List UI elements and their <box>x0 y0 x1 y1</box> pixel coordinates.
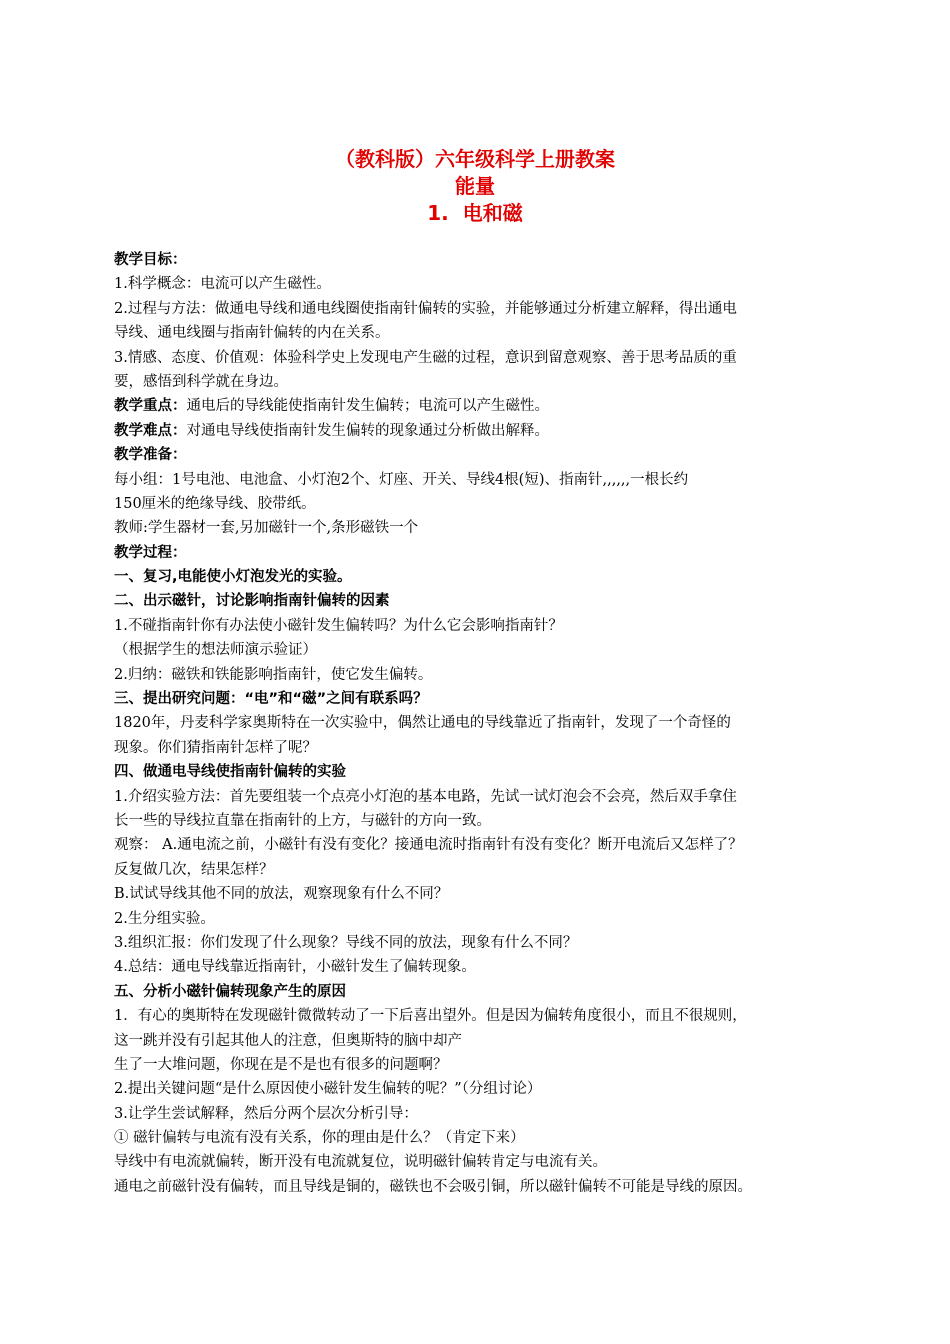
prep-group-line-1: 每小组：1号电池、电池盒、小灯泡2个、灯座、开关、导线4根(短)、指南针,,,,,,一根长约 <box>114 471 689 488</box>
section-5-paragraph: 1．有心的奥斯特在发现磁针微微转动了一下后喜出望外。但是因为偏转角度很小，而且不很规则， <box>114 1008 747 1025</box>
objectives-heading: 教学目标： <box>114 252 187 268</box>
difficulty-label: 教学难点： <box>114 422 187 439</box>
objective-2-line-1: 2.过程与方法：做通电导线和通电线圈使指南针偏转的实验，并能够通过分析建立解释，得出通电 <box>114 300 737 317</box>
objective-3-line-1: 3.情感、态度、价值观：体验科学史上发现电产生磁的过程，意识到留意观察、善于思考品质的重 <box>114 349 737 366</box>
section-4-paragraph: 2.生分组实验。 <box>114 910 215 927</box>
section-5-paragraph: 3.让学生尝试解释，然后分两个层次分析引导： <box>114 1105 418 1122</box>
section-4-paragraph: 1.介绍实验方法：首先要组装一个点亮小灯泡的基本电路，先试一试灯泡会不会亮，然后双手拿住 <box>114 788 737 805</box>
section-2-paragraph: 2.归纳：磁铁和铁能影响指南针，使它发生偏转。 <box>114 666 433 683</box>
objective-1: 1.科学概念：电流可以产生磁性。 <box>114 276 331 293</box>
difficulty-text: 对通电导线使指南针发生偏转的现象通过分析做出解释。 <box>186 422 549 439</box>
section-2-heading: 二、出示磁针，讨论影响指南针偏转的因素 <box>114 593 390 610</box>
key-point-text: 通电后的导线能使指南针发生偏转；电流可以产生磁性。 <box>186 398 549 415</box>
lesson-number: 1. <box>427 201 449 225</box>
key-point <box>114 394 844 418</box>
prep-teacher: 教师:学生器材一套,另加磁针一个,条形磁铁一个 <box>114 520 419 537</box>
objective-3-line-2: 要，感悟到科学就在身边。 <box>114 373 288 390</box>
section-4-paragraph: 3.组织汇报：你们发现了什么现象？导线不同的放法，现象有什么不同？ <box>114 934 578 951</box>
unit-title: 能量 <box>455 174 495 198</box>
section-3-heading: 三、提出研究问题：“电”和“磁”之间有联系吗？ <box>114 691 428 708</box>
lesson-name: 电和磁 <box>462 201 523 225</box>
section-1-heading: 一、复习,电能使小灯泡发光的实验。 <box>114 569 352 586</box>
section-5-paragraph: 导线中有电流就偏转，断开没有电流就复位，说明磁针偏转肯定与电流有关。 <box>114 1154 607 1171</box>
section-4-heading: 四、做通电导线使指南针偏转的实验 <box>114 764 346 781</box>
lesson-body <box>114 248 844 1199</box>
section-4-paragraph: 4.总结：通电导线靠近指南针，小磁针发生了偏转现象。 <box>114 959 476 976</box>
section-5-paragraph: 这一跳并没有引起其他人的注意，但奥斯特的脑中却产 <box>114 1032 462 1049</box>
section-4-paragraph: 观察： A.通电流之前，小磁针有没有变化？接通电流时指南针有没有变化？断开电流后又怎样了？ <box>114 837 743 854</box>
document-title: （教科版）六年级科学上册教案 <box>335 147 615 171</box>
section-5-paragraph: 生了一大堆问题，你现在是不是也有很多的问题啊？ <box>114 1056 448 1073</box>
objective-2-line-2: 导线、通电线圈与指南针偏转的内在关系。 <box>114 325 390 342</box>
key-point-label: 教学重点： <box>114 398 187 415</box>
section-5-paragraph: 通电之前磁针没有偏转，而且导线是铜的，磁铁也不会吸引铜，所以磁针偏转不可能是导线的原因。 <box>114 1178 752 1195</box>
process-heading: 教学过程： <box>114 544 187 561</box>
section-5-paragraph: ① 磁针偏转与电流有没有关系，你的理由是什么？（肯定下来） <box>114 1130 525 1147</box>
section-3-paragraph: 现象。你们猜指南针怎样了呢？ <box>114 739 317 756</box>
section-4-paragraph: B.试试导线其他不同的放法，观察现象有什么不同？ <box>114 886 449 903</box>
section-4-paragraph: 反复做几次，结果怎样？ <box>114 861 274 878</box>
section-4-paragraph: 长一些的导线拉直靠在指南针的上方，与磁针的方向一致。 <box>114 812 491 829</box>
section-5-heading: 五、分析小磁针偏转现象产生的原因 <box>114 983 346 1000</box>
prep-group-line-2: 150厘米的绝缘导线、胶带纸。 <box>114 495 316 512</box>
prep-heading: 教学准备： <box>114 447 187 464</box>
section-5-paragraph: 2.提出关键问题“是什么原因使小磁针发生偏转的呢？”（分组讨论） <box>114 1081 542 1098</box>
section-2-paragraph: 1.不碰指南针你有办法使小磁针发生偏转吗？为什么它会影响指南针？ <box>114 617 563 634</box>
lesson-title <box>0 200 950 227</box>
section-3-paragraph: 1820年，丹麦科学家奥斯特在一次实验中，偶然让通电的导线靠近了指南针，发现了一个奇怪的 <box>114 715 731 732</box>
difficulty <box>114 419 844 443</box>
section-2-paragraph: （根据学生的想法师演示验证） <box>114 642 317 659</box>
title-block <box>0 146 950 227</box>
